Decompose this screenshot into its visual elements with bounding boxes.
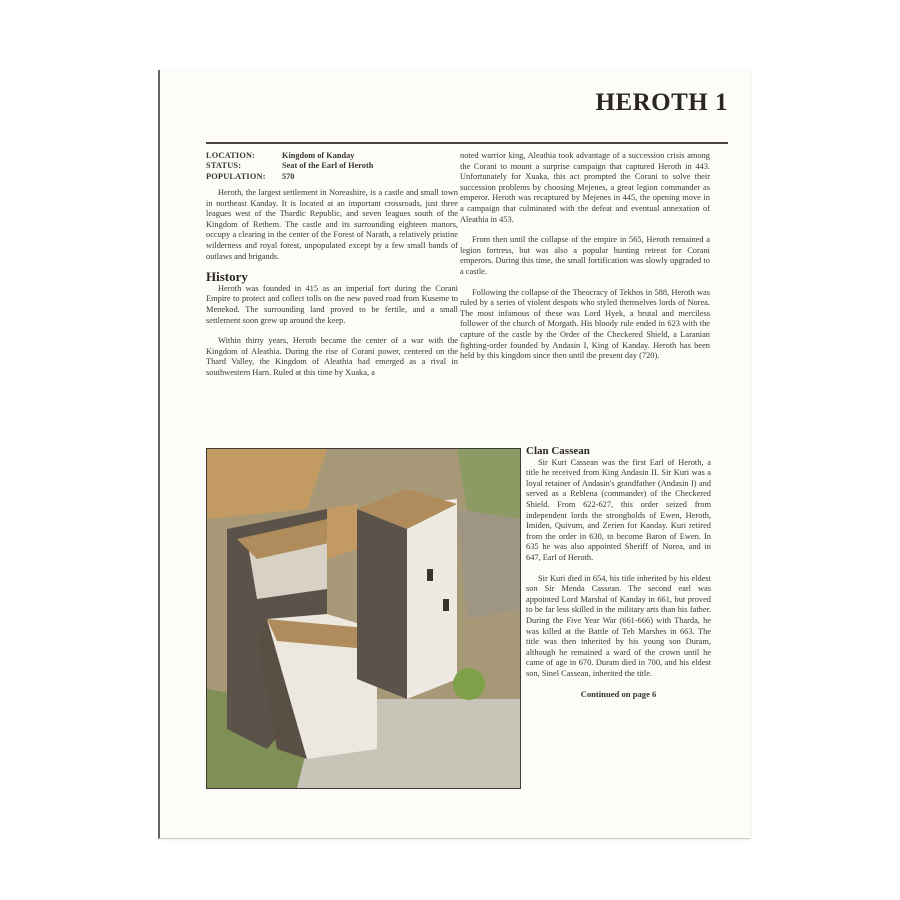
clan-paragraph: Sir Kuri Cassean was the first Earl of Heroth, a title he received from King Andasin II. Sir Kuri was a loyal retainer of Andasin's grandfather (Andasin I) and served as a Reblena (commander) of the Checkered Shield. From 622-627, this order seized from independent lords the strongholds of Ewen, Heroth, Imiden, Quivum, and Zerien for Kanday. Kuri retired from the order in 630, to become Baron of Ewen. In 635 he was also appointed Sheriff of Norea, and in 647, Earl of Heroth. [526,457,711,562]
info-label: STATUS: [206,161,242,171]
info-value: Seat of the Earl of Heroth [282,161,374,171]
info-row-location [206,151,373,161]
history-paragraph: noted warrior king, Aleathia took advantage of a succession crisis among the Corani to mount a surprise campaign that captured Heroth in 443. Unfortunately for Xuaka, this act prompted the Corani to solve their succession problems by choosing Mejenes, a great legion commander as emperor. Heroth was recaptured by Mejenes in 445, the opening move in a campaign that culminated with the defeat and eventual annexation of Aleathia in 453. [460,151,710,224]
title-divider [206,142,728,144]
settlement-info [206,151,373,182]
column-right [460,151,710,372]
info-row-population [206,172,373,182]
clan-heading: Clan Cassean [526,445,590,457]
info-value: Kingdom of Kanday [282,151,355,160]
history-heading: History [206,269,248,285]
info-value: 570 [282,171,295,181]
history-paragraph: From then until the collapse of the empire in 565, Heroth remained a legion fortress, but was also a popular hunting retreat for Corani emperors. During this time, the small fortification was slowly upgraded to a castle. [460,235,710,276]
column-left [206,188,458,379]
history-paragraph: Following the collapse of the Theocracy of Tekhos in 588, Heroth was ruled by a series of violent despots who styled themselves lords of Norea. The most infamous of these was Lord Hyek, a brutal and merciless follower of the church of Morgath. His bloody rule ended in 623 with the capture of the castle by the Order of the Checkered Shield, a Laranian fighting-order founded by Andasin I, King of Kanday. Heroth has been held by this kingdom since then until the present day (720). [460,287,710,361]
history-paragraph: Within thirty years, Heroth became the center of a war with the Kingdom of Aleathia. During the rise of Corani power, centered on the Thard Valley, the Kingdom of Aleathia had emerged as a rival in southwestern Harn. Ruled at this time by Xuaka, a [206,336,458,377]
continued-note: Continued on page 6 [580,689,657,700]
intro-paragraph: Heroth, the largest settlement in Noreashire, is a castle and small town in northeast Kanday. It is located at an important crossroads, just three leagues west of the Thardic Republic, and seven leagues south of the Kingdom of Rethem. The castle and its surrounding eighteen manors, occupy a clearing in the center of the Forest of Narath, a relatively pristine wilderness and royal forest, unpopulated except by a few small bands of outlaws and brigands. [206,188,458,261]
history-paragraph: Heroth was founded in 415 as an imperial fort during the Corani Empire to protect and collect tolls on the new paved road from Kuseme to Menekod. The surrounding land proved to be fertile, and a small settlement soon grew up around the keep. [206,283,458,325]
clan-section [526,446,711,700]
info-label: LOCATION: [206,151,256,160]
info-label: POPULATION: [206,171,266,181]
castle-illustration-icon [207,449,520,788]
clan-paragraph: Sir Kuri died in 654, his title inherited by his eldest son Sir Menda Cassean. The second earl was appointed Lord Marshal of Kanday in 661, but proved to be far less skilled in the military arts than his father. During the Five Year War (661-666) with Tharda, he was killed at the Battle of Teb Marshes in 663. The title was then inherited by his young son Duram, although he remained a ward of the crown until he came of age in 670. Duram died in 700, and his eldest son, Sinel Cassean, inherited the title. [526,573,711,678]
castle-illustration [206,448,521,789]
document-page [158,70,750,839]
info-row-status [206,161,373,171]
page-title: HEROTH 1 [595,89,728,116]
